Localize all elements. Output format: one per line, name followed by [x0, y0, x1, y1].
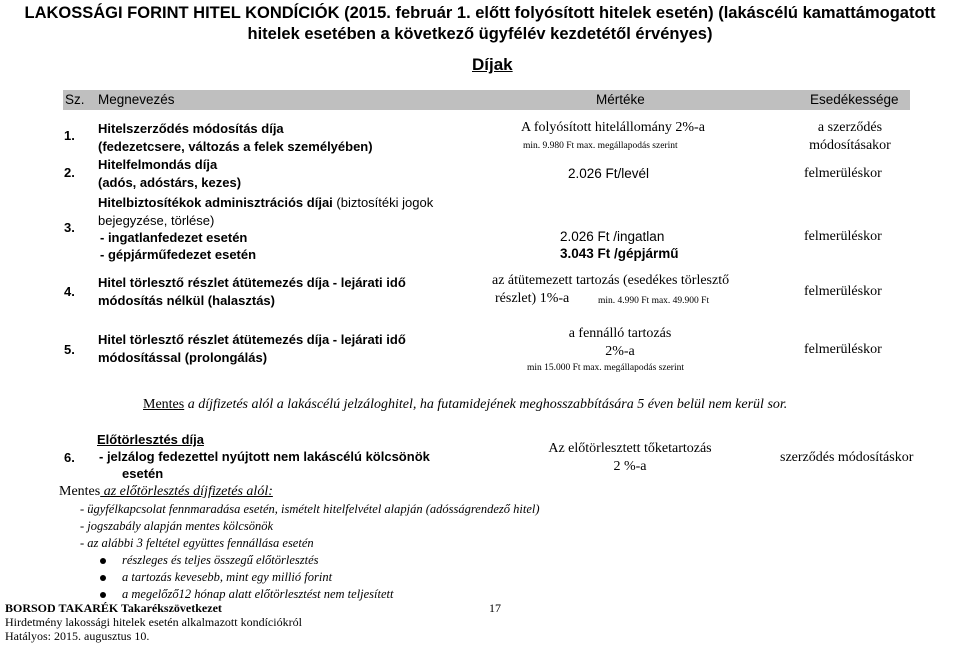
prepay-condition-item: részleges és teljes összegű előtörlesztés: [100, 552, 319, 569]
row-number: 3.: [64, 220, 75, 235]
header-col-number: Sz.: [65, 92, 85, 107]
row-name-line2: bejegyzése, törlése): [98, 213, 215, 228]
prepay-condition-item: a megelőző12 hónap alatt előtörlesztést nem teljesített: [100, 586, 394, 603]
prepay-exempt-text: az előtörlesztés díjfizetés alól:: [100, 484, 273, 499]
row-amount-limits: min 15.000 Ft max. megállapodás szerint: [527, 363, 684, 373]
header-col-due: Esedékessége: [810, 92, 899, 107]
footer-document-name: Hirdetmény lakossági hitelek esetén alkalmazott kondíciókról: [5, 615, 302, 629]
prepay-exempt-heading: [59, 484, 273, 500]
table-header-band: [63, 90, 910, 110]
prepay-exempt-item: - az alábbi 3 feltétel együttes fennállása esetén: [80, 536, 314, 550]
row-amount-limits: min. 9.980 Ft max. megállapodás szerint: [523, 141, 678, 151]
section-heading: Díjak: [472, 55, 513, 74]
row-amount-line1: Az előtörlesztett tőketartozás: [548, 441, 712, 456]
bullet-icon: [100, 575, 106, 581]
document-title-line1: LAKOSSÁGI FORINT HITEL KONDÍCIÓK (2015. február 1. előtt folyósított hitelek esetén) (lakáscélú kamattámogatott: [24, 4, 936, 22]
prepay-exempt-item: - ügyfélkapcsolat fennmaradása esetén, ismételt hitelfelvétel alapján (adósságrendező hitel): [80, 502, 540, 516]
prepay-condition-item: a tartozás kevesebb, mint egy millió forint: [100, 569, 332, 586]
row-number: 1.: [64, 128, 75, 143]
exemption-note-prefix: Mentes: [143, 397, 185, 412]
footer-company: BORSOD TAKARÉK Takarékszövetkezet: [5, 601, 222, 615]
footer-effective-date: Hatályos: 2015. augusztus 10.: [5, 629, 150, 643]
row-number: 5.: [64, 342, 75, 357]
row-amount-line2: 3.043 Ft /gépjármű: [560, 246, 679, 261]
header-col-amount: Mértéke: [596, 92, 645, 107]
row-amount-line1: 2.026 Ft/levél: [568, 166, 650, 181]
row-name-line1: Hitel törlesztő részlet átütemezés díja - lejárati idő: [98, 332, 406, 347]
footer-page-number: 17: [489, 601, 501, 615]
prepay-exempt-item: - jogszabály alapján mentes kölcsönök: [80, 519, 274, 533]
row-name-line2: (fedezetcsere, változás a felek személyében): [98, 139, 373, 154]
row-amount-line1: A folyósított hitelállomány 2%-a: [521, 120, 705, 135]
row-name-line1: Hitelszerződés módosítás díja: [98, 121, 284, 136]
row-amount-line1: az átütemezett tartozás (esedékes törlesztő: [492, 273, 730, 288]
row-name-line2: módosítással (prolongálás): [98, 350, 268, 365]
row-due-line1: felmerüléskor: [804, 284, 882, 299]
row-amount-line1: a fennálló tartozás: [568, 326, 672, 341]
document-title-line2: hitelek esetében a következő ügyfélév kezdetétől érvényes): [247, 25, 713, 43]
row-amount-line2: 2%-a: [605, 344, 635, 359]
row-name-line1: Hitelfelmondás díja: [98, 157, 218, 172]
row-due-line1: felmerüléskor: [804, 342, 882, 357]
row-due-line1: a szerződés: [817, 120, 883, 135]
row-name-line1-rest: (biztosítéki jogok: [332, 195, 434, 210]
row-name-item-line2: esetén: [122, 466, 164, 481]
row-name-line1: Hitel törlesztő részlet átütemezés díja - lejárati idő: [98, 275, 406, 290]
row-name-title: Előtörlesztés díja: [97, 432, 204, 447]
row-amount-line1: 2.026 Ft /ingatlan: [560, 229, 665, 244]
row-number: 6.: [64, 450, 75, 465]
row-name-item1: - ingatlanfedezet esetén: [100, 230, 248, 245]
row-name-line2: módosítás nélkül (halasztás): [98, 293, 275, 308]
header-col-name: Megnevezés: [98, 92, 175, 107]
row-name-line1-bold: Hitelbiztosítékok adminisztrációs díjai: [98, 195, 333, 210]
exemption-note: [143, 397, 787, 413]
row-due-line1: szerződés módosításkor: [780, 450, 914, 465]
bullet-icon: [100, 592, 106, 598]
row-due-line2: módosításakor: [809, 138, 891, 153]
bullet-icon: [100, 558, 106, 564]
row-number: 4.: [64, 284, 75, 299]
exemption-note-text: a díjfizetés alól a lakáscélú jelzáloghitel, ha futamidejének meghosszabbítására 5 éven belül nem kerül sor.: [184, 397, 788, 412]
row-name-line1: [98, 194, 433, 212]
row-name-line2: (adós, adóstárs, kezes): [98, 175, 242, 190]
prepay-exempt-prefix: Mentes: [59, 484, 101, 499]
row-name-item-line1: - jelzálog fedezettel nyújtott nem lakáscélú kölcsönök: [99, 449, 430, 464]
row-amount-limits: min. 4.990 Ft max. 49.900 Ft: [598, 296, 710, 306]
row-number: 2.: [64, 165, 75, 180]
row-amount-line2: 2 %-a: [613, 459, 647, 474]
row-name-item2: - gépjárműfedezet esetén: [100, 247, 257, 262]
row-due-line1: felmerüléskor: [804, 229, 882, 244]
row-due-line1: felmerüléskor: [804, 166, 882, 181]
row-amount-line2: részlet) 1%-a: [495, 291, 570, 306]
